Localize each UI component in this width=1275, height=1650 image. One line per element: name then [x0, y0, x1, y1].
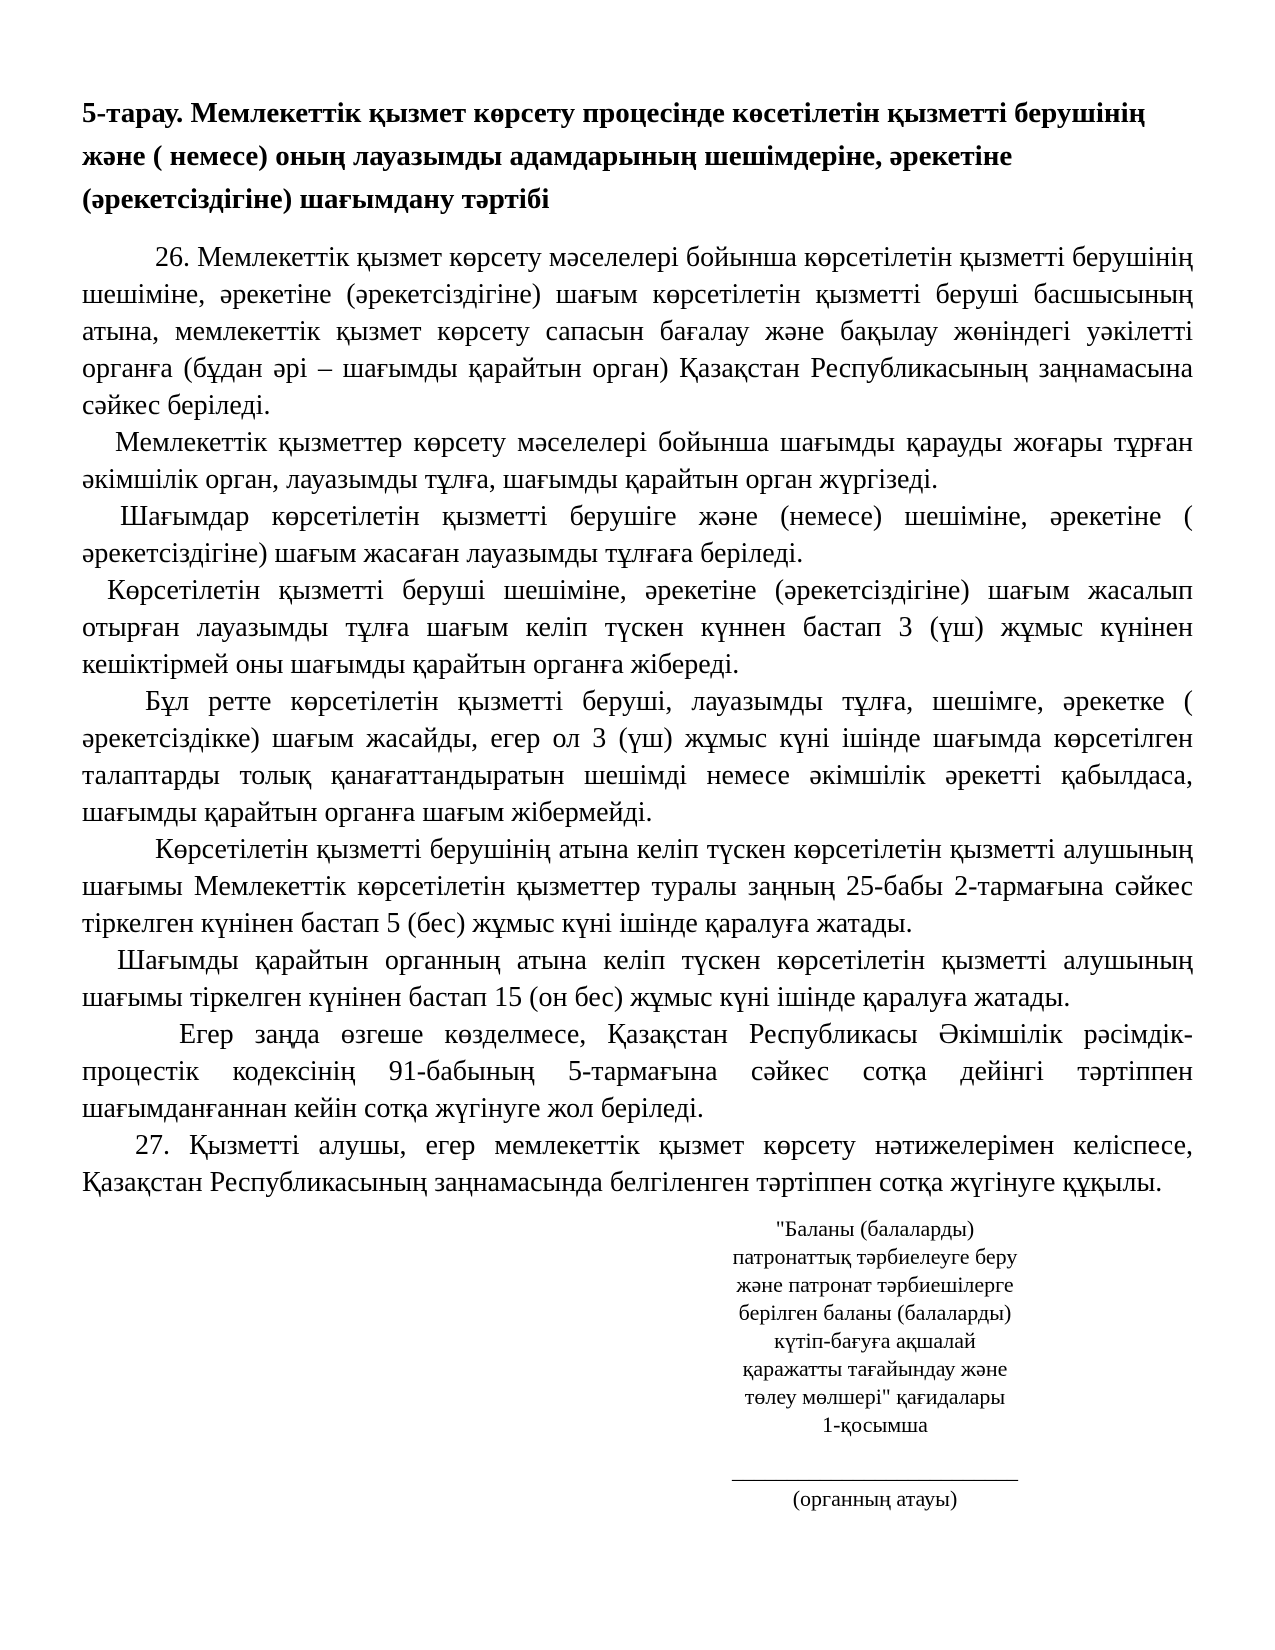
annex-appendix-number: 1-қосымша — [822, 1412, 928, 1437]
paragraph-fifteen-day-review: Шағымды қарайтын органның атына келіп түскен көрсетілетін қызметті алушының шағымы тіркелген күнінен бастап 15 (он бес) жұмыс күні ішінде қаралуға жатады. — [82, 945, 1193, 1013]
annex-title-line: патронаттық тәрбиелеуге беру — [732, 1244, 1018, 1269]
annex-title-line: және патронат тәрбиешілерге — [736, 1272, 1014, 1297]
paragraph-no-forwarding-condition: Бұл ретте көрсетілетін қызметті беруші, лауазымды тұлға, шешімге, әрекетке ( әрекетсіздікке) шағым жасайды, егер ол 3 (үш) жұмыс күні ішінде шағымда көрсетілген талаптарды толық қанағаттандыратын шешімді немесе әкімшілік әрекетті қабылдаса, шағымды қарайтын органға шағым жібермейді. — [82, 686, 1193, 828]
paragraph-review-bodies: Мемлекеттік қызметтер көрсету мәселелері бойынша шағымды қарауды жоғары тұрған әкімшілік орган, лауазымды тұлға, шағымды қарайтын орган жүргізеді. — [82, 427, 1193, 495]
paragraph-pretrial-appeal: Егер заңда өзгеше көзделмесе, Қазақстан Республикасы Әкімшілік рәсімдік-процестік кодексінің 91-бабының 5-тармағына сәйкес сотқа дейінгі тәртіппен шағымданғаннан кейін сотқа жүгінуге жол беріледі. — [82, 1019, 1193, 1124]
annex-reference-block — [665, 1215, 1085, 1513]
annex-title-line: төлеу мөлшері" қағидалары — [744, 1384, 1006, 1409]
chapter-heading: 5-тарау. Мемлекеттік қызмет көрсету процесінде көсетілетін қызметті берушінің және ( немесе) оның лауазымды адамдарының шешімдеріне, әрекетіне (әрекетсіздігіне) шағымдану тәртібі — [82, 97, 1146, 215]
organ-name-caption: (органның атауы) — [792, 1486, 958, 1511]
paragraph-five-day-review: Көрсетілетін қызметті берушінің атына келіп түскен көрсетілетін қызметті алушының шағымы Мемлекеттік көрсетілетін қызметтер туралы заңның 25-бабы 2-тармағына сәйкес тіркелген күнінен бастап 5 (бес) жұмыс күні ішінде қаралуға жатады. — [82, 834, 1193, 939]
annex-title-line: "Баланы (балаларды) — [775, 1216, 975, 1241]
organ-name-blank-line: __________________________ — [732, 1458, 1018, 1483]
paragraph-complaint-addressees: Шағымдар көрсетілетін қызметті берушіге және (немесе) шешіміне, әрекетіне ( әрекетсіздігіне) шағым жасаған лауазымды тұлғаға беріледі. — [82, 501, 1193, 569]
annex-title-line: берілген баланы (балаларды) — [738, 1300, 1012, 1325]
paragraph-point-26: 26. Мемлекеттік қызмет көрсету мәселелері бойынша көрсетілетін қызметті берушінің шешіміне, әрекетіне (әрекетсіздігіне) шағым көрсетілетін қызметті беруші басшысының атына, мемлекеттік қызмет көрсету сапасын бағалау және бақылау жөніндегі уәкілетті органға (бұдан әрі – шағымды қарайтын орган) Қазақстан Республикасының заңнамасына сәйкес беріледі. — [82, 242, 1193, 421]
paragraph-point-27: 27. Қызметті алушы, егер мемлекеттік қызмет көрсету нәтижелерімен келіспесе, Қазақстан Республикасының заңнамасында белгіленген тәртіппен сотқа жүгінуге құқылы. — [82, 1130, 1193, 1198]
paragraph-three-day-forwarding: Көрсетілетін қызметті беруші шешіміне, әрекетіне (әрекетсіздігіне) шағым жасалып отырған лауазымды тұлға шағым келіп түскен күннен бастап 3 (үш) жұмыс күнінен кешіктірмей оны шағымды қарайтын органға жібереді. — [82, 575, 1193, 680]
annex-title-line: күтіп-бағуға ақшалай — [774, 1328, 976, 1353]
annex-title-line: қаражатты тағайындау және — [742, 1356, 1008, 1381]
